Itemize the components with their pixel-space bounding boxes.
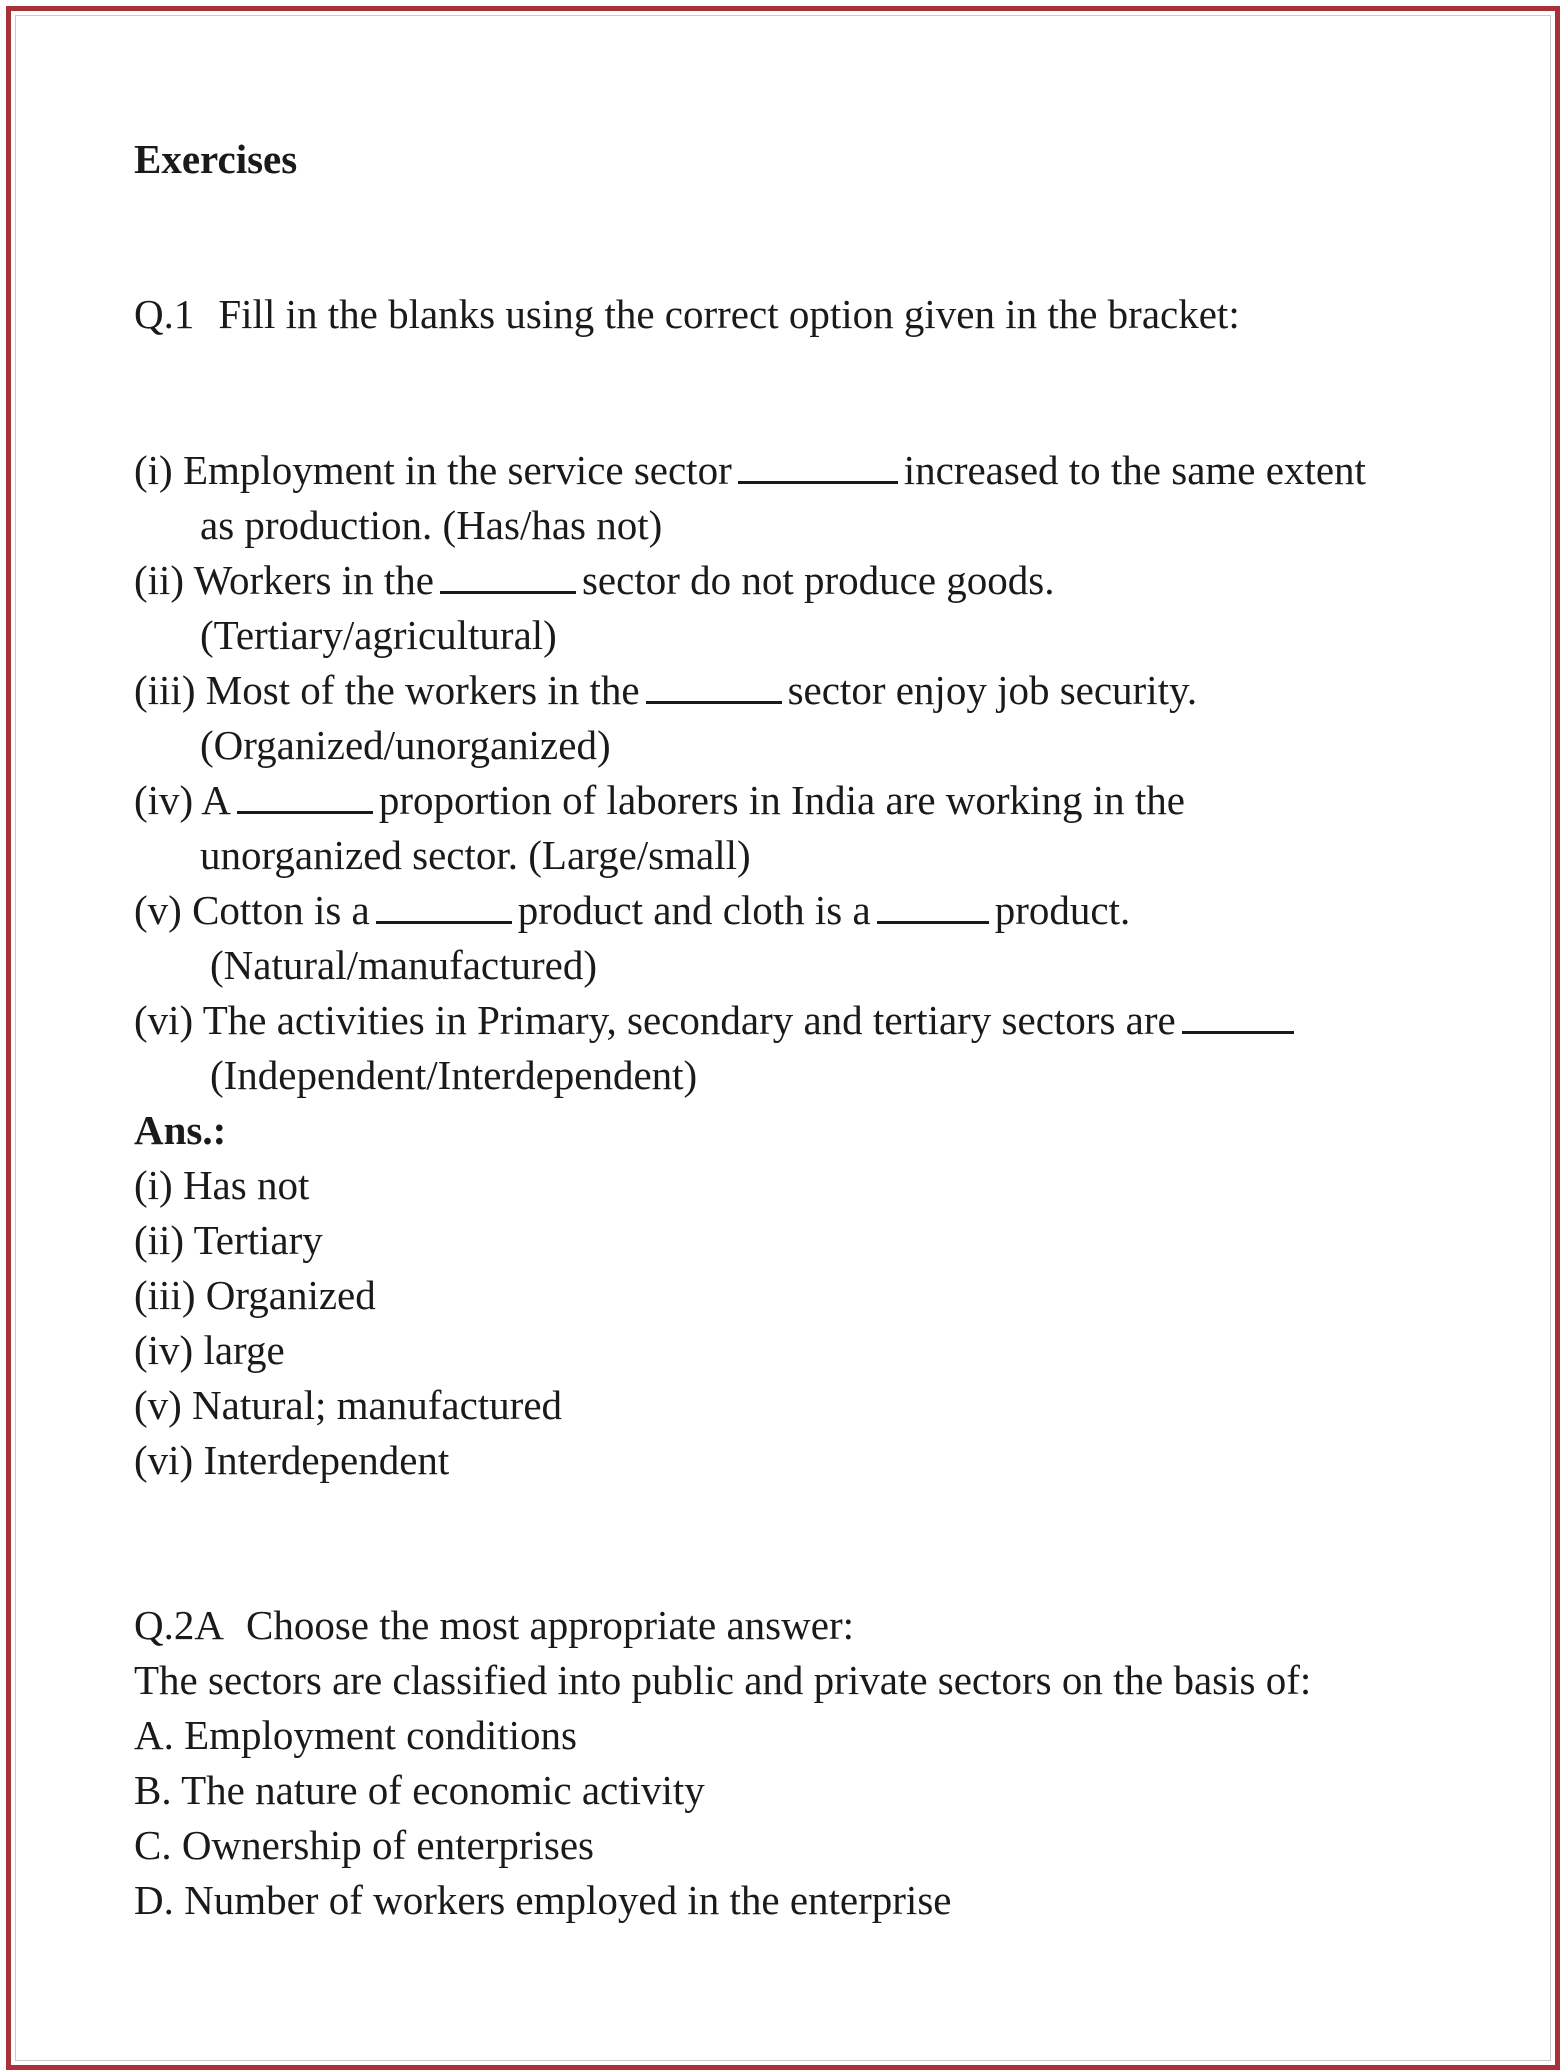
fill-blank — [646, 667, 782, 704]
question-2-text: The sectors are classified into public and private sectors on the basis of: — [134, 1657, 1312, 1703]
option-c: C. Ownership of enterprises — [134, 1822, 595, 1868]
question-1-prompt: Fill in the blanks using the correct option given in the bracket: — [218, 291, 1240, 337]
list-item — [134, 993, 1454, 1103]
answers-label: Ans.: — [134, 1107, 227, 1153]
item-options: unorganized sector. (Large/small) — [200, 832, 751, 878]
page-title: Exercises — [134, 136, 298, 182]
answer-item: (v) Natural; manufactured — [134, 1382, 563, 1428]
list-item — [134, 883, 1454, 993]
item-number: (vi) — [134, 997, 194, 1043]
option-a: A. Employment conditions — [134, 1712, 577, 1758]
question-1-items — [134, 443, 1454, 1103]
item-options: (Natural/manufactured) — [210, 942, 598, 988]
item-text: The activities in Primary, secondary and tertiary sectors are — [202, 997, 1176, 1043]
item-options: (Tertiary/agricultural) — [200, 612, 557, 658]
item-text: sector enjoy job security. — [787, 667, 1198, 713]
question-2 — [134, 1598, 1454, 1928]
question-2-prompt: Choose the most appropriate answer: — [245, 1602, 854, 1648]
fill-blank — [376, 887, 512, 924]
item-number: (v) — [134, 887, 182, 933]
document-body — [134, 132, 1454, 1928]
question-2-number: Q.2A — [134, 1602, 224, 1648]
item-number: (iii) — [134, 667, 196, 713]
question-1-number: Q.1 — [134, 291, 195, 337]
fill-blank — [738, 447, 898, 484]
item-text: Cotton is a — [192, 887, 370, 933]
item-text: proportion of laborers in India are working in the — [378, 777, 1185, 823]
answer-item: (i) Has not — [134, 1162, 310, 1208]
answers-list — [134, 1158, 1454, 1488]
question-1-heading — [134, 287, 1454, 342]
fill-blank — [440, 557, 576, 594]
item-text: product and cloth is a — [517, 887, 871, 933]
item-options: (Independent/Interdependent) — [210, 1052, 698, 1098]
item-text: Workers in the — [193, 557, 434, 603]
item-options: (Organized/unorganized) — [200, 722, 611, 768]
fill-blank — [1182, 997, 1294, 1034]
fill-blank — [877, 887, 989, 924]
list-item — [134, 443, 1454, 553]
item-number: (i) — [134, 447, 173, 493]
list-item — [134, 663, 1454, 773]
option-b: B. The nature of economic activity — [134, 1767, 705, 1813]
item-text: Most of the workers in the — [205, 667, 640, 713]
item-number: (iv) — [134, 777, 194, 823]
item-text: increased to the same extent — [903, 447, 1366, 493]
item-text: product. — [994, 887, 1131, 933]
answer-item: (ii) Tertiary — [134, 1217, 323, 1263]
item-number: (ii) — [134, 557, 185, 603]
item-text: Employment in the service sector — [182, 447, 732, 493]
question-2-heading — [134, 1598, 1454, 1653]
item-options: as production. (Has/has not) — [200, 502, 663, 548]
fill-blank — [237, 777, 373, 814]
option-d: D. Number of workers employed in the enterprise — [134, 1877, 952, 1923]
answer-item: (iv) large — [134, 1327, 285, 1373]
item-text: sector do not produce goods. — [581, 557, 1055, 603]
answer-item: (vi) Interdependent — [134, 1437, 450, 1483]
list-item — [134, 553, 1454, 663]
answer-item: (iii) Organized — [134, 1272, 376, 1318]
list-item — [134, 773, 1454, 883]
item-text: A — [201, 777, 231, 823]
